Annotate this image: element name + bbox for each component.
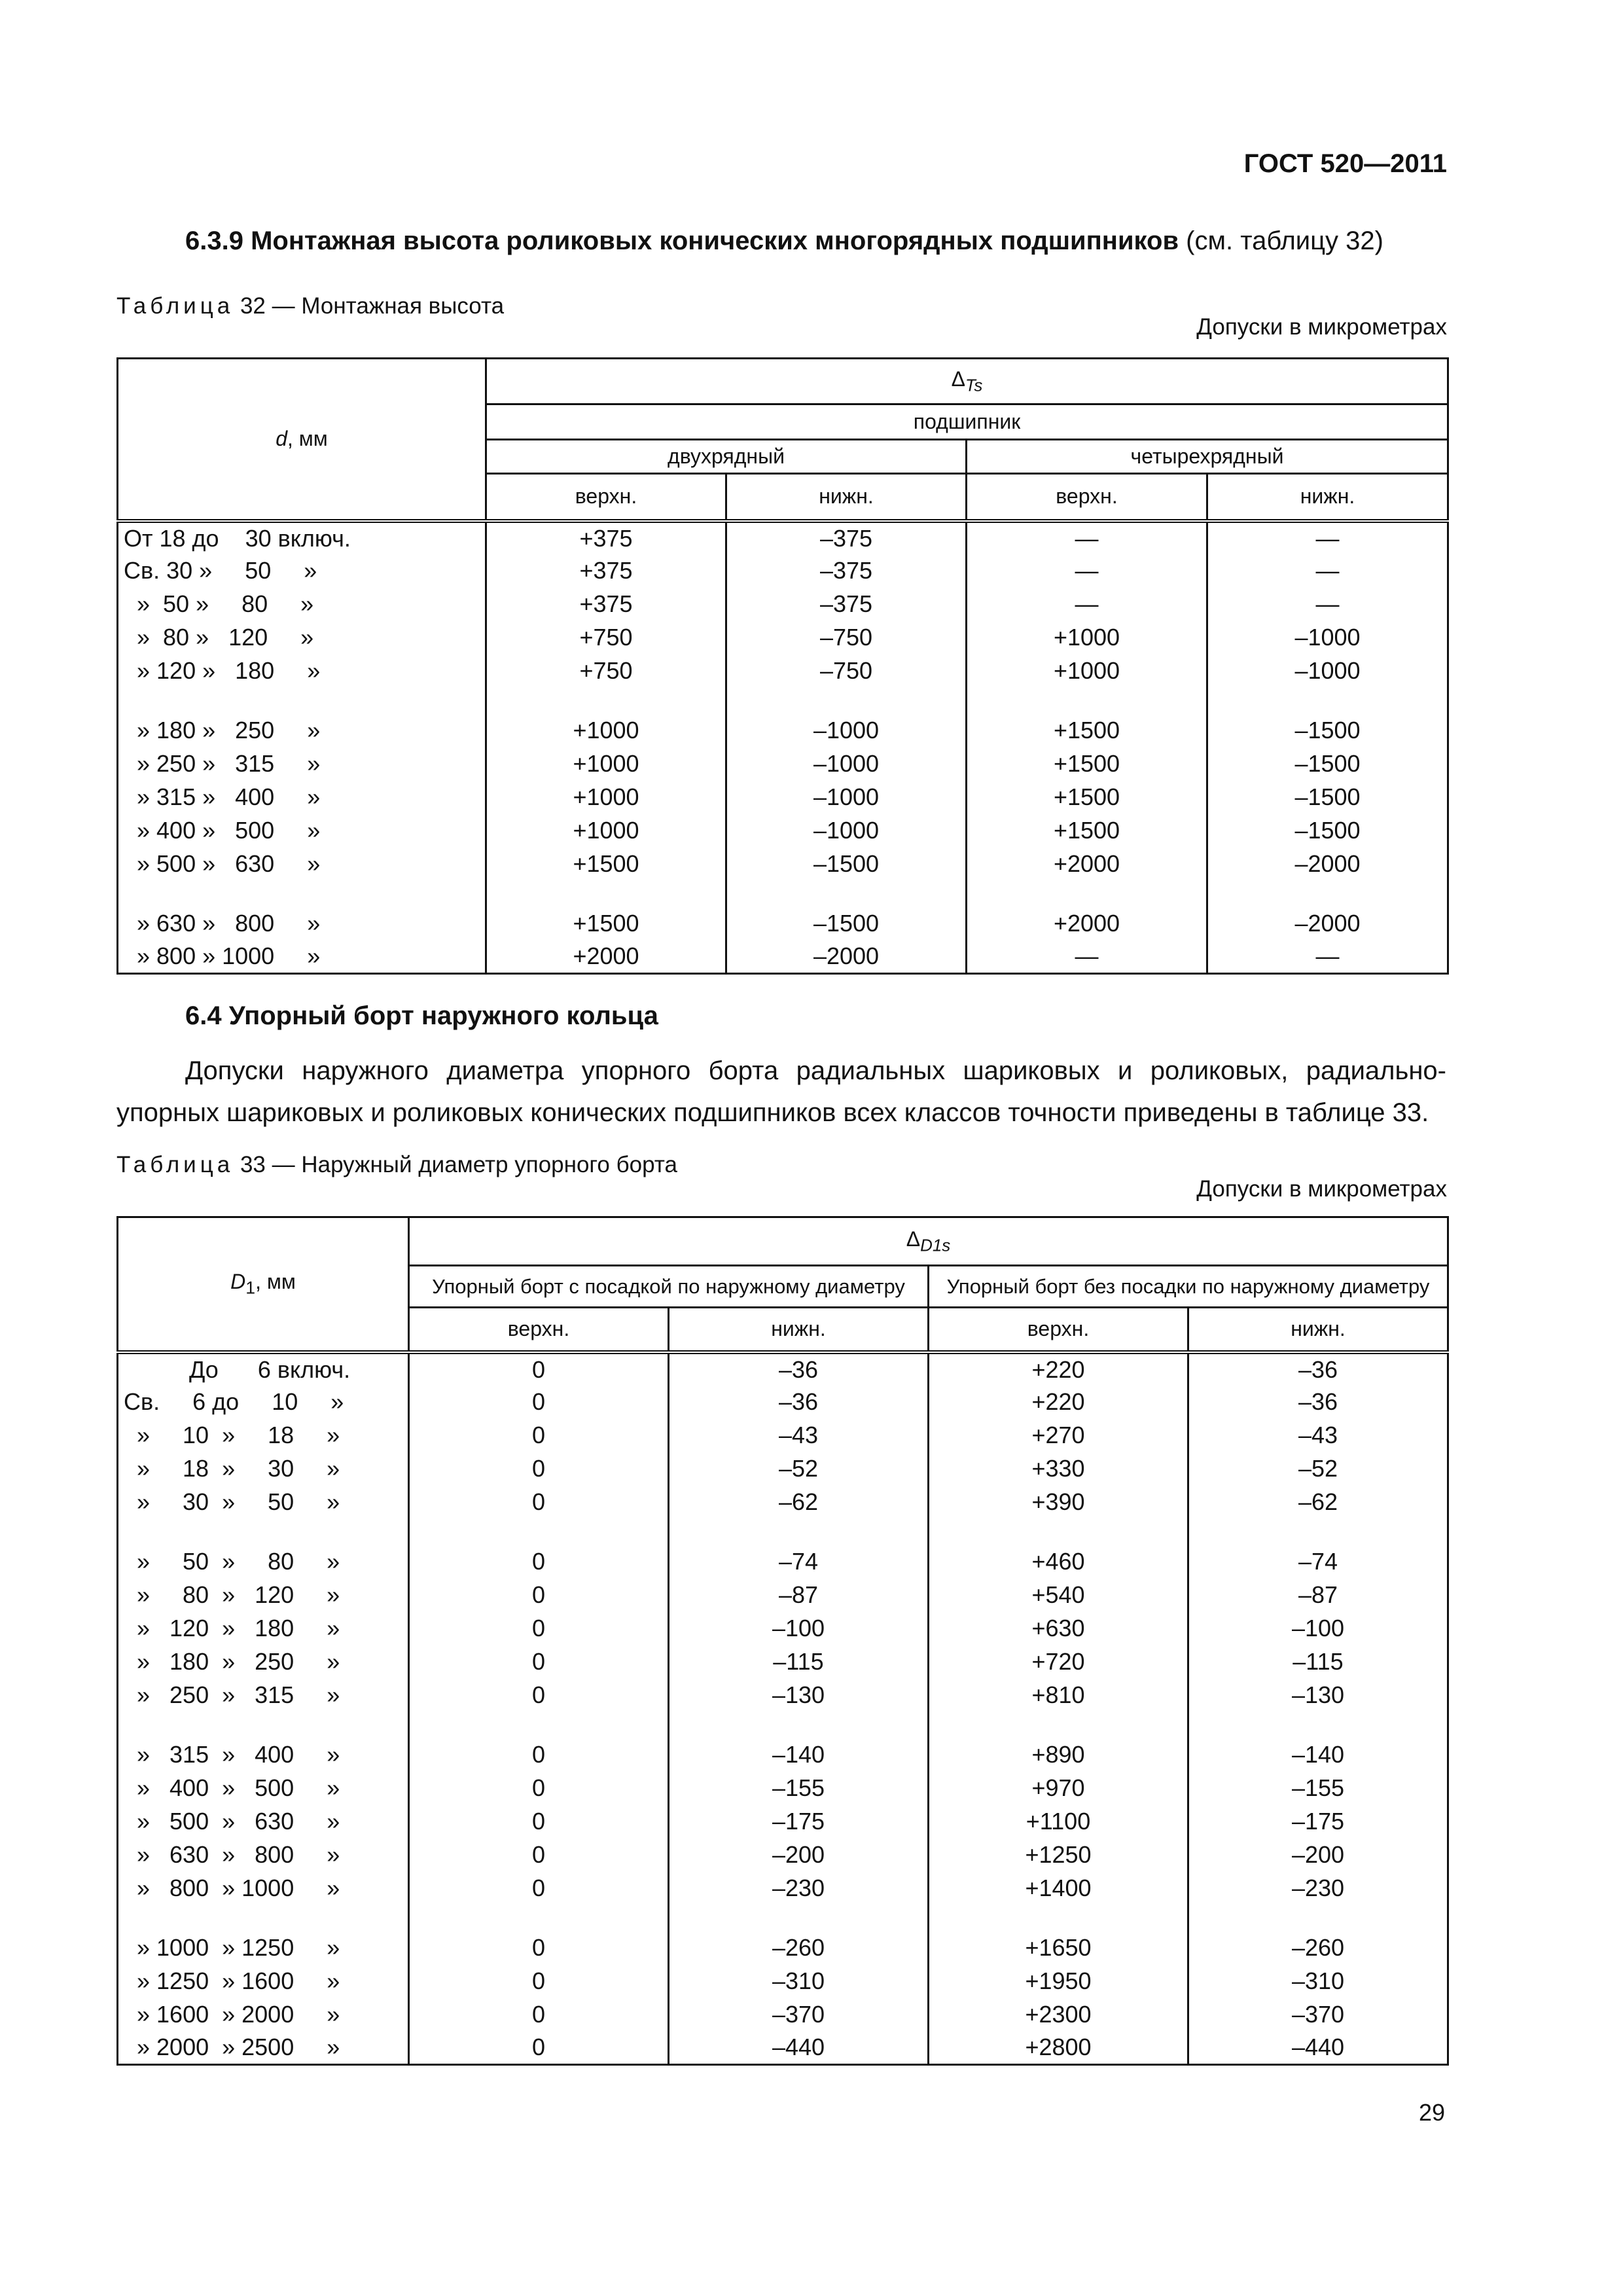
tolerance-cell: —: [1207, 521, 1448, 554]
table-row: [118, 714, 1448, 747]
column-header-upper: верхн.: [486, 474, 726, 521]
section-heading-text: 6.3.9 Монтажная высота роликовых конических многорядных подшипников: [185, 226, 1179, 255]
tolerance-cell: –310: [669, 1965, 929, 1998]
tolerance-cell: +1000: [486, 814, 726, 848]
size-range-cell: От 18 до 30 включ.: [118, 521, 486, 554]
tolerance-cell: –74: [1188, 1545, 1448, 1579]
table-row: [118, 814, 1448, 848]
size-range-cell: Св. 30 » 50 »: [118, 554, 486, 588]
size-range-cell: » 500 » 630 »: [118, 1805, 409, 1839]
size-range-cell: » 400 » 500 »: [118, 1772, 409, 1805]
table-row: [118, 1872, 1448, 1905]
tolerance-cell: –52: [669, 1452, 929, 1486]
tolerance-cell: 0: [409, 1772, 669, 1805]
tolerance-cell: 0: [409, 1386, 669, 1419]
tolerance-cell: –200: [669, 1839, 929, 1872]
table-33-units: Допуски в микрометрах: [1196, 1176, 1447, 1202]
table-row: [118, 1386, 1448, 1419]
size-range-cell: » 18 » 30 »: [118, 1452, 409, 1486]
column-header-two-row: двухрядный: [486, 440, 967, 474]
table-row: [118, 1645, 1448, 1679]
tolerance-cell: +2000: [486, 941, 726, 974]
size-range-cell: » 800 » 1000 »: [118, 1872, 409, 1905]
tolerance-cell: +1500: [967, 714, 1207, 747]
tolerance-cell: –200: [1188, 1839, 1448, 1872]
tolerance-cell: –115: [1188, 1645, 1448, 1679]
tolerance-cell: +2800: [929, 2032, 1188, 2065]
tolerance-cell: +1100: [929, 1805, 1188, 1839]
size-range-cell: » 120 » 180 »: [118, 655, 486, 688]
column-header-lower: нижн.: [1207, 474, 1448, 521]
tolerance-cell: –1000: [726, 747, 967, 781]
tolerance-cell: +1950: [929, 1965, 1188, 1998]
column-header-lower: нижн.: [669, 1308, 929, 1352]
spacer-cell: [118, 1905, 409, 1931]
table-row: [118, 1772, 1448, 1805]
tolerance-cell: 0: [409, 2032, 669, 2065]
column-header-lower: нижн.: [726, 474, 967, 521]
tolerance-cell: +1400: [929, 1872, 1188, 1905]
table-row: [118, 588, 1448, 621]
column-header-with-fit: Упорный борт с посадкой по наружному диаметру: [409, 1266, 929, 1308]
tolerance-cell: 0: [409, 1998, 669, 2032]
tolerance-cell: –440: [1188, 2032, 1448, 2065]
delta-symbol: Δ: [906, 1227, 921, 1251]
tolerance-cell: –115: [669, 1645, 929, 1679]
tolerance-cell: –260: [669, 1931, 929, 1965]
size-range-cell: » 2000 » 2500 »: [118, 2032, 409, 2065]
spacer-cell: [669, 1905, 929, 1931]
size-range-cell: » 500 » 630 »: [118, 848, 486, 881]
tolerance-cell: –100: [1188, 1612, 1448, 1645]
column-header-d1: [118, 1217, 409, 1352]
tolerance-cell: –52: [1188, 1452, 1448, 1486]
size-range-cell: » 400 » 500 »: [118, 814, 486, 848]
tolerance-cell: —: [967, 941, 1207, 974]
tolerance-cell: –36: [669, 1386, 929, 1419]
spacer-cell: [669, 1519, 929, 1545]
tolerance-cell: —: [967, 554, 1207, 588]
column-header-bearing: подшипник: [486, 404, 1448, 440]
tolerance-cell: –230: [1188, 1872, 1448, 1905]
tolerance-cell: —: [1207, 554, 1448, 588]
tolerance-cell: 0: [409, 1805, 669, 1839]
tolerance-cell: –2000: [1207, 848, 1448, 881]
tolerance-cell: –1000: [1207, 621, 1448, 655]
caption-word: Таблица: [116, 293, 234, 319]
tolerance-cell: 0: [409, 1645, 669, 1679]
tolerance-cell: 0: [409, 1612, 669, 1645]
tolerance-cell: 0: [409, 1839, 669, 1872]
tolerance-cell: –100: [669, 1612, 929, 1645]
spacer-cell: [409, 1519, 669, 1545]
size-range-cell: » 250 » 315 »: [118, 747, 486, 781]
tolerance-cell: –1000: [726, 781, 967, 814]
table-33-caption: [116, 1152, 677, 1178]
tolerance-cell: +2000: [967, 848, 1207, 881]
size-range-cell: » 180 » 250 »: [118, 1645, 409, 1679]
table-row: [118, 554, 1448, 588]
tolerance-cell: +2000: [967, 907, 1207, 941]
column-header-upper: верхн.: [929, 1308, 1188, 1352]
table-row: [118, 1352, 1448, 1386]
tolerance-cell: +375: [486, 521, 726, 554]
section-6-4-paragraph: [116, 1050, 1446, 1134]
table-row: [118, 1998, 1448, 2032]
spacer-cell: [967, 881, 1207, 907]
delta-subscript: D1s: [920, 1235, 951, 1255]
tolerance-cell: –130: [1188, 1679, 1448, 1712]
size-range-cell: Св. 6 до 10 »: [118, 1386, 409, 1419]
delta-symbol: Δ: [951, 367, 965, 391]
table-33: [116, 1216, 1449, 2066]
spacer-cell: [118, 1519, 409, 1545]
caption-title: 33 — Наружный диаметр упорного борта: [234, 1152, 677, 1177]
table-row: [118, 1738, 1448, 1772]
tolerance-cell: –155: [669, 1772, 929, 1805]
table-row: [118, 1679, 1448, 1712]
tolerance-cell: +2300: [929, 1998, 1188, 2032]
tolerance-cell: —: [1207, 588, 1448, 621]
size-range-cell: » 80 » 120 »: [118, 621, 486, 655]
tolerance-cell: —: [967, 521, 1207, 554]
tolerance-cell: —: [1207, 941, 1448, 974]
tolerance-cell: +1000: [486, 781, 726, 814]
table-row: [118, 1419, 1448, 1452]
table-row: [118, 621, 1448, 655]
size-range-cell: » 120 » 180 »: [118, 1612, 409, 1645]
tolerance-cell: –370: [669, 1998, 929, 2032]
group-spacer: [118, 881, 1448, 907]
tolerance-cell: +270: [929, 1419, 1188, 1452]
column-header-d: [118, 359, 486, 521]
column-header-delta-ts: [486, 359, 1448, 404]
table-32-caption: [116, 293, 504, 319]
column-header-delta-d1s: [409, 1217, 1448, 1266]
tolerance-cell: –43: [669, 1419, 929, 1452]
section-heading-ref: (см. таблицу 32): [1179, 226, 1383, 255]
table-row: [118, 1545, 1448, 1579]
tolerance-cell: +1500: [967, 814, 1207, 848]
tolerance-cell: –74: [669, 1545, 929, 1579]
table-row: [118, 1486, 1448, 1519]
column-header-lower: нижн.: [1188, 1308, 1448, 1352]
tolerance-cell: –2000: [1207, 907, 1448, 941]
table-row: [118, 747, 1448, 781]
spacer-cell: [1188, 1519, 1448, 1545]
table-row: [118, 2032, 1448, 2065]
size-range-cell: » 1600 » 2000 »: [118, 1998, 409, 2032]
table-row: [118, 1965, 1448, 1998]
tolerance-cell: 0: [409, 1738, 669, 1772]
spacer-cell: [486, 688, 726, 714]
tolerance-cell: 0: [409, 1419, 669, 1452]
tolerance-cell: 0: [409, 1679, 669, 1712]
tolerance-cell: –1000: [726, 714, 967, 747]
size-range-cell: » 50 » 80 »: [118, 1545, 409, 1579]
table-row: [118, 1579, 1448, 1612]
caption-word: Таблица: [116, 1152, 234, 1177]
tolerance-cell: +220: [929, 1386, 1188, 1419]
size-range-cell: » 630 » 800 »: [118, 907, 486, 941]
tolerance-cell: –140: [1188, 1738, 1448, 1772]
tolerance-cell: –43: [1188, 1419, 1448, 1452]
tolerance-cell: –1000: [726, 814, 967, 848]
spacer-cell: [929, 1519, 1188, 1545]
tolerance-cell: 0: [409, 1579, 669, 1612]
tolerance-cell: +890: [929, 1738, 1188, 1772]
tolerance-cell: +810: [929, 1679, 1188, 1712]
tolerance-cell: —: [967, 588, 1207, 621]
tolerance-cell: –175: [669, 1805, 929, 1839]
tolerance-cell: –1500: [726, 848, 967, 881]
tolerance-cell: 0: [409, 1545, 669, 1579]
caption-title: 32 — Монтажная высота: [234, 293, 505, 319]
tolerance-cell: +630: [929, 1612, 1188, 1645]
table-row: [118, 1612, 1448, 1645]
table-row: [118, 941, 1448, 974]
spacer-cell: [1207, 688, 1448, 714]
table-row: [118, 1805, 1448, 1839]
tolerance-cell: –36: [669, 1352, 929, 1386]
delta-subscript: Ts: [965, 375, 983, 395]
tolerance-cell: +460: [929, 1545, 1188, 1579]
tolerance-cell: –375: [726, 588, 967, 621]
size-range-cell: » 1250 » 1600 »: [118, 1965, 409, 1998]
tolerance-cell: –62: [669, 1486, 929, 1519]
table-row: [118, 521, 1448, 554]
tolerance-cell: +1000: [967, 621, 1207, 655]
tolerance-cell: –1500: [1207, 714, 1448, 747]
tolerance-cell: –750: [726, 655, 967, 688]
table-row: [118, 1452, 1448, 1486]
table-row: [118, 781, 1448, 814]
tolerance-cell: –87: [1188, 1579, 1448, 1612]
tolerance-cell: 0: [409, 1931, 669, 1965]
spacer-cell: [929, 1712, 1188, 1738]
spacer-cell: [118, 688, 486, 714]
spacer-cell: [669, 1712, 929, 1738]
tolerance-cell: +390: [929, 1486, 1188, 1519]
tolerance-cell: +1650: [929, 1931, 1188, 1965]
unit-mm: , мм: [255, 1270, 296, 1294]
tolerance-cell: –750: [726, 621, 967, 655]
tolerance-cell: –310: [1188, 1965, 1448, 1998]
document-code: ГОСТ 520—2011: [1243, 149, 1447, 178]
tolerance-cell: +330: [929, 1452, 1188, 1486]
tolerance-cell: –87: [669, 1579, 929, 1612]
size-range-cell: » 30 » 50 »: [118, 1486, 409, 1519]
variable-D: D: [230, 1270, 246, 1294]
tolerance-cell: +970: [929, 1772, 1188, 1805]
tolerance-cell: +1500: [486, 848, 726, 881]
tolerance-cell: +1500: [486, 907, 726, 941]
tolerance-cell: –36: [1188, 1386, 1448, 1419]
spacer-cell: [409, 1905, 669, 1931]
tolerance-cell: –2000: [726, 941, 967, 974]
tolerance-cell: 0: [409, 1486, 669, 1519]
tolerance-cell: +1250: [929, 1839, 1188, 1872]
table-row: [118, 907, 1448, 941]
column-header-without-fit: Упорный борт без посадки по наружному диаметру: [929, 1266, 1448, 1308]
tolerance-cell: 0: [409, 1452, 669, 1486]
size-range-cell: » 315 » 400 »: [118, 781, 486, 814]
section-heading-6-4: 6.4 Упорный борт наружного кольца: [185, 1001, 658, 1030]
tolerance-cell: +1000: [486, 714, 726, 747]
paragraph-line: Допуски наружного диаметра упорного борта радиальных шариковых и роликовых, радиально-: [185, 1056, 1446, 1085]
size-range-cell: » 1000 » 1250 »: [118, 1931, 409, 1965]
tolerance-cell: +220: [929, 1352, 1188, 1386]
spacer-cell: [726, 881, 967, 907]
spacer-cell: [967, 688, 1207, 714]
column-header-four-row: четырехрядный: [967, 440, 1448, 474]
table-32: [116, 357, 1449, 975]
size-range-cell: » 800 » 1000 »: [118, 941, 486, 974]
tolerance-cell: –175: [1188, 1805, 1448, 1839]
tolerance-cell: +1000: [486, 747, 726, 781]
tolerance-cell: +1500: [967, 747, 1207, 781]
tolerance-cell: +1000: [967, 655, 1207, 688]
spacer-cell: [1188, 1905, 1448, 1931]
variable-d: d: [276, 427, 287, 451]
size-range-cell: » 50 » 80 »: [118, 588, 486, 621]
spacer-cell: [1188, 1712, 1448, 1738]
size-range-cell: » 250 » 315 »: [118, 1679, 409, 1712]
size-range-cell: До 6 включ.: [118, 1352, 409, 1386]
size-range-cell: » 630 » 800 »: [118, 1839, 409, 1872]
size-range-cell: » 315 » 400 »: [118, 1738, 409, 1772]
table-33-body: [118, 1352, 1448, 2065]
tolerance-cell: –1000: [1207, 655, 1448, 688]
table-row: [118, 1839, 1448, 1872]
spacer-cell: [486, 881, 726, 907]
size-range-cell: » 10 » 18 »: [118, 1419, 409, 1452]
tolerance-cell: +375: [486, 554, 726, 588]
spacer-cell: [118, 1712, 409, 1738]
tolerance-cell: –62: [1188, 1486, 1448, 1519]
group-spacer: [118, 1519, 1448, 1545]
column-header-upper: верхн.: [409, 1308, 669, 1352]
tolerance-cell: +375: [486, 588, 726, 621]
tolerance-cell: –260: [1188, 1931, 1448, 1965]
tolerance-cell: +750: [486, 655, 726, 688]
section-heading-6-3-9: [185, 226, 1383, 256]
column-header-upper: верхн.: [967, 474, 1207, 521]
table-32-units: Допуски в микрометрах: [1196, 314, 1447, 340]
table-row: [118, 1931, 1448, 1965]
tolerance-cell: –1500: [726, 907, 967, 941]
page-number: 29: [1418, 2099, 1445, 2126]
tolerance-cell: –375: [726, 554, 967, 588]
tolerance-cell: +750: [486, 621, 726, 655]
tolerance-cell: –155: [1188, 1772, 1448, 1805]
table-row: [118, 655, 1448, 688]
group-spacer: [118, 1905, 1448, 1931]
spacer-cell: [929, 1905, 1188, 1931]
tolerance-cell: 0: [409, 1872, 669, 1905]
group-spacer: [118, 1712, 1448, 1738]
spacer-cell: [1207, 881, 1448, 907]
table-row: [118, 848, 1448, 881]
size-range-cell: » 180 » 250 »: [118, 714, 486, 747]
tolerance-cell: 0: [409, 1352, 669, 1386]
variable-subscript: 1: [245, 1278, 256, 1298]
tolerance-cell: –140: [669, 1738, 929, 1772]
spacer-cell: [726, 688, 967, 714]
group-spacer: [118, 688, 1448, 714]
tolerance-cell: –1500: [1207, 781, 1448, 814]
tolerance-cell: –230: [669, 1872, 929, 1905]
spacer-cell: [118, 881, 486, 907]
tolerance-cell: +720: [929, 1645, 1188, 1679]
tolerance-cell: –440: [669, 2032, 929, 2065]
table-32-body: [118, 521, 1448, 974]
tolerance-cell: 0: [409, 1965, 669, 1998]
tolerance-cell: +540: [929, 1579, 1188, 1612]
tolerance-cell: +1500: [967, 781, 1207, 814]
size-range-cell: » 80 » 120 »: [118, 1579, 409, 1612]
tolerance-cell: –1500: [1207, 747, 1448, 781]
tolerance-cell: –370: [1188, 1998, 1448, 2032]
paragraph-line: упорных шариковых и роликовых конических подшипников всех классов точности приведены в таблице 33.: [116, 1098, 1429, 1127]
spacer-cell: [409, 1712, 669, 1738]
tolerance-cell: –36: [1188, 1352, 1448, 1386]
tolerance-cell: –375: [726, 521, 967, 554]
tolerance-cell: –1500: [1207, 814, 1448, 848]
tolerance-cell: –130: [669, 1679, 929, 1712]
unit-mm: , мм: [287, 427, 328, 451]
